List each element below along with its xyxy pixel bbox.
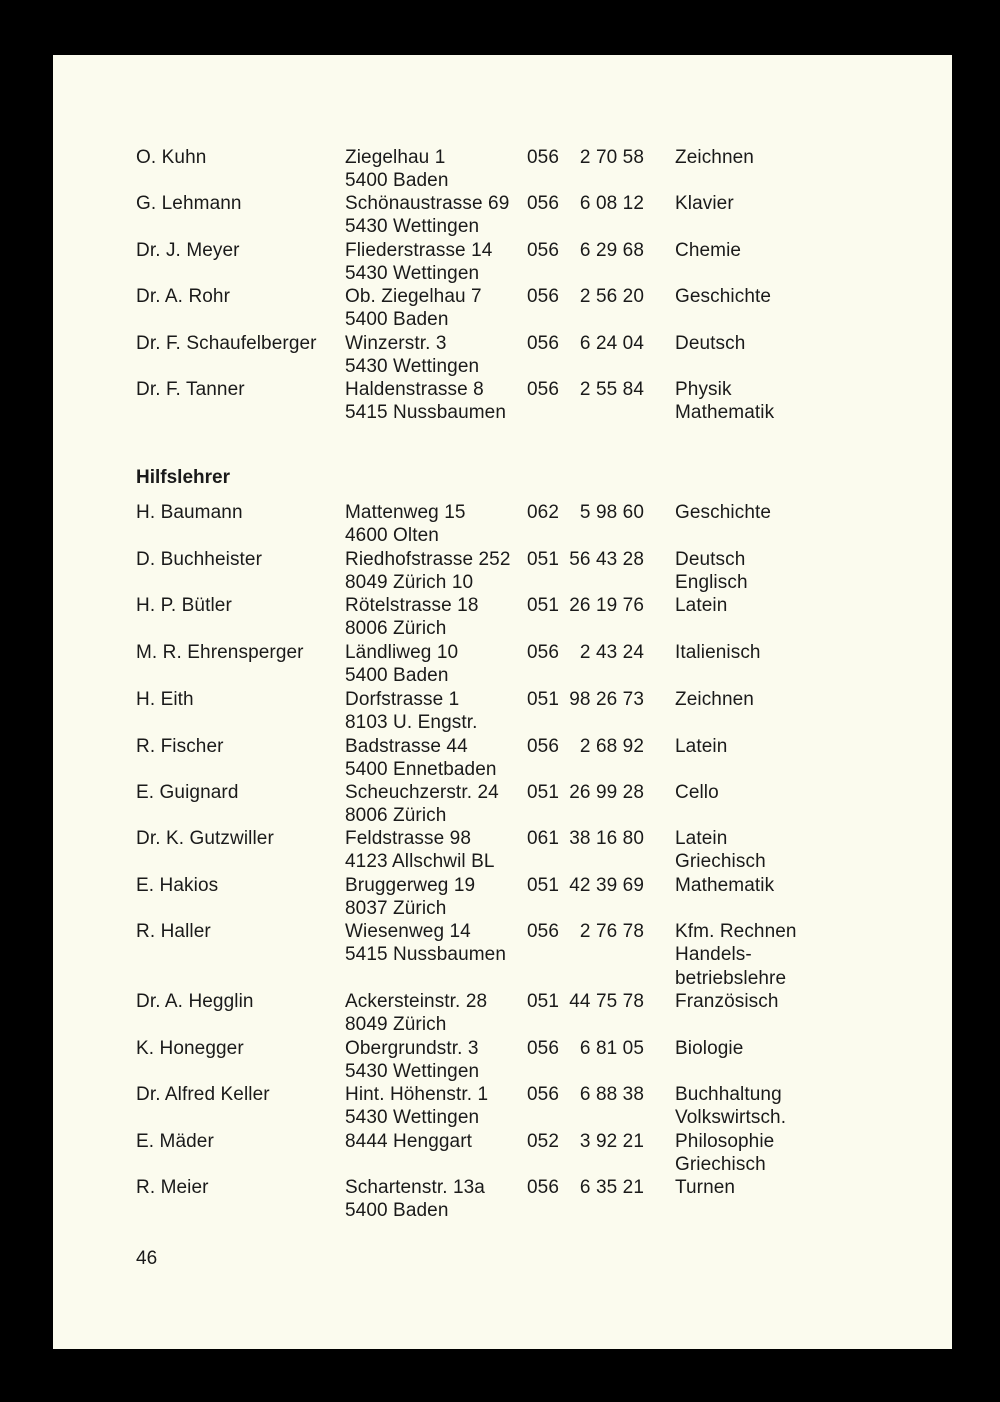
area-code: 056 [527,736,560,757]
address [345,990,487,1037]
subject [675,425,774,448]
subject [675,169,754,192]
subject: Mathematik [675,875,775,896]
address-street: Bruggerweg 19 [345,875,476,896]
teacher-name: M. R. Ehrensperger [136,642,304,663]
teacher-name: D. Buchheister [136,549,263,570]
area-code: 051 [527,782,560,803]
address-city: 5430 Wettingen [345,216,480,238]
teacher-name: R. Haller [136,921,211,942]
address-city: 8049 Zürich 10 [345,572,474,594]
teacher-name: Dr. Alfred Keller [136,1084,270,1105]
subject: betriebslehre [675,967,787,989]
teacher-name: R. Meier [136,1177,209,1198]
address-street: Haldenstrasse 8 [345,379,484,400]
subject: Kfm. Rechnen [675,921,797,942]
phone-number: 2 70 58 [579,147,644,168]
area-code: 056 [527,147,560,168]
subject: Physik [675,379,732,400]
address [345,1083,488,1130]
phone-number: 2 56 20 [579,286,644,307]
address-street: Ob. Ziegelhau 7 [345,286,482,307]
phone-number: 2 76 78 [579,921,644,942]
address-city: 8006 Zürich [345,805,447,827]
subject: Französisch [675,991,779,1012]
address [345,641,458,688]
teacher-name: E. Guignard [136,782,239,803]
area-code: 052 [527,1131,560,1152]
subject [675,1060,743,1083]
area-code: 056 [527,193,560,214]
address-street: Hint. Höhenstr. 1 [345,1084,489,1105]
subject: Mathematik [675,402,775,424]
teacher-name: H. Baumann [136,502,243,523]
subject: Latein [675,595,728,616]
address-street: Riedhofstrasse 252 [345,549,511,570]
address-street: Rötelstrasse 18 [345,595,479,616]
address [345,920,506,967]
phone-number: 6 29 68 [579,240,644,261]
phone-number: 6 24 04 [579,333,644,354]
subject: Latein [675,736,728,757]
area-code: 062 [527,502,560,523]
subject: Zeichnen [675,689,754,710]
address-street: Fliederstrasse 14 [345,240,493,261]
subject: Zeichnen [675,147,754,168]
area-code: 056 [527,240,560,261]
teacher-name: Dr. A. Hegglin [136,991,254,1012]
address-city: 8103 U. Engstr. [345,712,478,734]
subject: Latein [675,828,728,849]
subject [675,308,771,331]
address [345,548,511,595]
subject [675,1013,779,1036]
address-city: 5400 Baden [345,1200,449,1222]
document-page [53,55,952,1349]
subject: Deutsch [675,549,746,570]
phone-number: 26 99 28 [569,782,644,803]
phone-number: 6 35 21 [579,1177,644,1198]
phone-number: 42 39 69 [569,875,644,896]
phone-number: 2 55 84 [579,379,644,400]
address-street: Winzerstr. 3 [345,333,447,354]
phone-number: 26 19 76 [569,595,644,616]
address [345,874,475,921]
area-code: 056 [527,921,560,942]
teacher-name: Dr. A. Rohr [136,286,231,307]
phone-number: 98 26 73 [569,689,644,710]
subject: Buchhaltung [675,1084,782,1105]
subjects [675,920,797,990]
subject: Handels- [675,944,752,966]
subject [675,664,761,687]
address-city: 5400 Baden [345,665,449,687]
address-city: 8006 Zürich [345,618,447,640]
address-city: 5400 Baden [345,170,449,192]
teacher-name: Dr. K. Gutzwiller [136,828,274,849]
address [345,192,509,239]
subject [675,758,727,781]
area-code: 051 [527,991,560,1012]
phone-number: 2 43 24 [579,642,644,663]
address [345,501,466,548]
area-code: 056 [527,642,560,663]
address-city: 5415 Nussbaumen [345,402,506,424]
address [345,1130,472,1177]
subject: Cello [675,782,719,803]
phone-number: 38 16 80 [569,828,644,849]
address-city: 4600 Olten [345,525,439,547]
subject: Griechisch [675,851,766,873]
area-code: 056 [527,1084,560,1105]
subject: Griechisch [675,1154,766,1176]
address-street: Obergrundstr. 3 [345,1038,479,1059]
subject: Geschichte [675,286,772,307]
area-code: 051 [527,549,560,570]
subject [675,617,727,640]
address [345,781,499,828]
address-city: 5430 Wettingen [345,263,480,285]
teacher-name: Dr. F. Tanner [136,379,245,400]
area-code: 051 [527,689,560,710]
phone-number: 2 68 92 [579,736,644,757]
address-street: Schönaustrasse 69 [345,193,510,214]
phone-number: 6 88 38 [579,1084,644,1105]
area-code: 056 [527,379,560,400]
subject [675,355,745,378]
teacher-name: Dr. F. Schaufelberger [136,333,317,354]
address [345,239,492,286]
subject: Englisch [675,572,748,594]
address-city: 8049 Zürich [345,1014,447,1036]
address-city: 5400 Ennetbaden [345,759,497,781]
address-street: 8444 Henggart [345,1131,473,1152]
subject [675,215,734,238]
address-city: 5430 Wettingen [345,1061,480,1083]
subject [675,262,741,285]
phone-number: 6 08 12 [579,193,644,214]
address [345,378,506,425]
address-street: Ackersteinstr. 28 [345,991,488,1012]
subject: Biologie [675,1038,744,1059]
teacher-name: R. Fischer [136,736,224,757]
address [345,688,477,735]
subject: Turnen [675,1177,736,1198]
subject: Chemie [675,240,742,261]
teacher-name: K. Honegger [136,1038,244,1059]
address-city: 5400 Baden [345,309,449,331]
subject: Deutsch [675,333,746,354]
area-code: 056 [527,1038,560,1059]
phone-number: 3 92 21 [579,1131,644,1152]
subject [675,711,754,734]
teacher-name: Dr. J. Meyer [136,240,240,261]
page-number: 46 [136,1248,158,1269]
teacher-name: E. Mäder [136,1131,214,1152]
address-city: 5430 Wettingen [345,356,480,378]
subject: Italienisch [675,642,761,663]
address-city: 5430 Wettingen [345,1107,480,1129]
address-city: 5415 Nussbaumen [345,944,506,966]
teacher-name: H. Eith [136,689,194,710]
subject [675,1199,735,1222]
section-heading: Hilfslehrer [136,467,230,488]
area-code: 061 [527,828,560,849]
address [345,285,482,332]
address-city: 8037 Zürich [345,898,447,920]
address-street: Dorfstrasse 1 [345,689,460,710]
teacher-name: E. Hakios [136,875,219,896]
address [345,735,497,782]
teacher-name: G. Lehmann [136,193,242,214]
address-street: Scheuchzerstr. 24 [345,782,499,803]
address-street: Badstrasse 44 [345,736,468,757]
subject [675,897,774,920]
address [345,332,479,379]
subjects [675,378,774,448]
area-code: 056 [527,286,560,307]
area-code: 051 [527,595,560,616]
address-city [345,1153,472,1176]
subject [675,804,719,827]
teacher-name: H. P. Bütler [136,595,232,616]
subject: Philosophie [675,1131,775,1152]
address [345,827,495,874]
subject [675,1223,735,1246]
phone-number: 5 98 60 [579,502,644,523]
subjects [675,1176,735,1246]
address [345,1176,485,1223]
subject: Klavier [675,193,734,214]
teacher-name: O. Kuhn [136,147,207,168]
address-street: Mattenweg 15 [345,502,466,523]
area-code: 056 [527,1177,560,1198]
subject: Volkswirtsch. [675,1107,787,1129]
subject [675,524,771,547]
address-street: Ländliweg 10 [345,642,459,663]
subject: Geschichte [675,502,772,523]
address-city: 4123 Allschwil BL [345,851,495,873]
phone-number: 6 81 05 [579,1038,644,1059]
phone-number: 56 43 28 [569,549,644,570]
phone-number: 44 75 78 [569,991,644,1012]
address-street: Ziegelhau 1 [345,147,446,168]
address-street: Schartenstr. 13a [345,1177,485,1198]
address [345,1037,479,1084]
address [345,146,449,193]
address-street: Wiesenweg 14 [345,921,471,942]
area-code: 051 [527,875,560,896]
area-code: 056 [527,333,560,354]
address [345,594,479,641]
address-street: Feldstrasse 98 [345,828,472,849]
